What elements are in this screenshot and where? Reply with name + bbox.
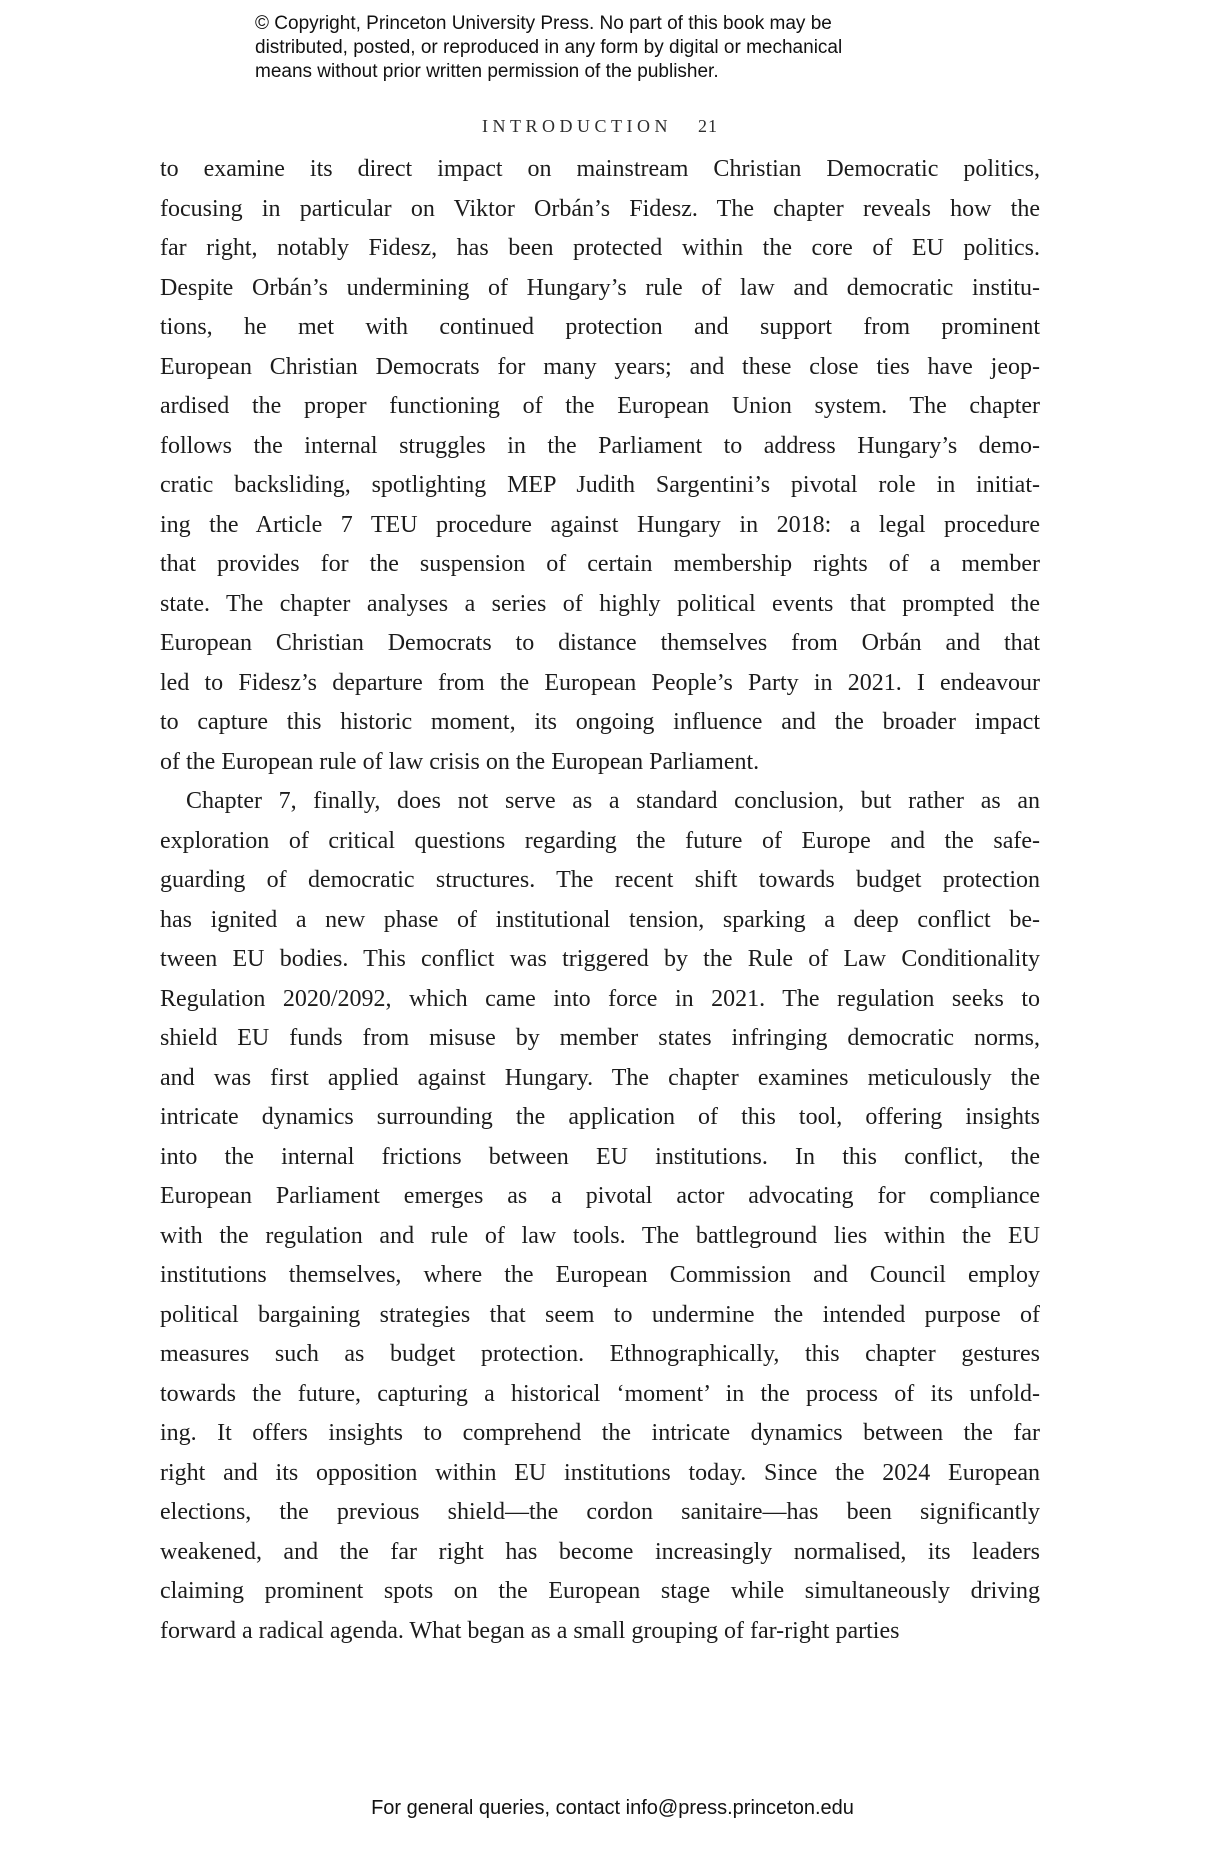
body-line: intricate dynamics surrounding the application of this tool, offering insights (160, 1104, 1040, 1130)
body-line: elections, the previous shield—the cordon sanitaire—has been significantly (160, 1499, 1040, 1525)
copyright-line: means without prior written permission of the publisher. (255, 61, 719, 82)
footer-queries-note: For general queries, contact info@press.princeton.edu (371, 1797, 854, 1819)
body-line: Regulation 2020/2092, which came into force in 2021. The regulation seeks to (160, 985, 1040, 1012)
body-line: forward a radical agenda. What began as a small grouping of far-right parties (160, 1617, 900, 1644)
body-line: has ignited a new phase of institutional tension, sparking a deep conflict be- (160, 906, 1040, 933)
body-line: European Christian Democrats to distance themselves from Orbán and that (160, 630, 1040, 656)
body-line: focusing in particular on Viktor Orbán’s Fidesz. The chapter reveals how the (160, 195, 1040, 222)
running-head-title: INTRODUCTION (482, 116, 672, 136)
body-line: follows the internal struggles in the Parliament to address Hungary’s demo- (160, 432, 1040, 459)
body-line: ing. It offers insights to comprehend the intricate dynamics between the far (160, 1420, 1040, 1446)
body-line: tions, he met with continued protection and support from prominent (160, 314, 1040, 340)
body-line: European Christian Democrats for many years; and these close ties have jeop- (160, 353, 1040, 380)
body-line: ardised the proper functioning of the European Union system. The chapter (160, 393, 1040, 419)
body-line: tween EU bodies. This conflict was triggered by the Rule of Law Conditionality (160, 946, 1040, 972)
body-line: guarding of democratic structures. The recent shift towards budget protection (160, 867, 1040, 893)
body-line: to capture this historic moment, its ongoing influence and the broader impact (160, 709, 1040, 735)
body-line: with the regulation and rule of law tools. The battleground lies within the EU (160, 1222, 1040, 1249)
body-line: state. The chapter analyses a series of highly political events that prompted the (160, 590, 1040, 617)
body-line: led to Fidesz’s departure from the European People’s Party in 2021. I endeavour (160, 669, 1040, 696)
page-number: 21 (697, 116, 718, 136)
body-line: claiming prominent spots on the European stage while simultaneously driving (160, 1578, 1040, 1604)
paragraph (160, 150, 1040, 782)
body-line: measures such as budget protection. Ethnographically, this chapter gestures (160, 1341, 1040, 1367)
body-line: towards the future, capturing a historical ‘moment’ in the process of its unfold- (160, 1380, 1040, 1407)
body-text (160, 150, 1040, 1651)
body-line: ing the Article 7 TEU procedure against Hungary in 2018: a legal procedure (160, 511, 1040, 538)
body-line: weakened, and the far right has become increasingly normalised, its leaders (160, 1538, 1040, 1565)
body-line: that provides for the suspension of certain membership rights of a member (160, 551, 1040, 577)
body-line: and was first applied against Hungary. The chapter examines meticulously the (160, 1064, 1040, 1091)
body-line: to examine its direct impact on mainstream Christian Democratic politics, (160, 156, 1040, 182)
body-line: Despite Orbán’s undermining of Hungary’s rule of law and democratic institu- (160, 274, 1040, 301)
copyright-notice (255, 12, 842, 84)
body-line: political bargaining strategies that seem to undermine the intended purpose of (160, 1301, 1040, 1328)
body-line: institutions themselves, where the European Commission and Council employ (160, 1262, 1040, 1288)
body-line: Chapter 7, finally, does not serve as a standard conclusion, but rather as an (186, 788, 1040, 814)
body-line: shield EU funds from misuse by member states infringing democratic norms, (160, 1025, 1040, 1051)
body-line: of the European rule of law crisis on the European Parliament. (160, 748, 760, 775)
body-line: far right, notably Fidesz, has been protected within the core of EU politics. (160, 235, 1040, 261)
copyright-line: © Copyright, Princeton University Press. No part of this book may be (255, 13, 832, 34)
body-line: right and its opposition within EU institutions today. Since the 2024 European (160, 1459, 1040, 1486)
copyright-line: distributed, posted, or reproduced in any form by digital or mechanical (255, 37, 843, 58)
paragraph (160, 782, 1040, 1651)
running-head (160, 116, 1040, 137)
body-line: cratic backsliding, spotlighting MEP Judith Sargentini’s pivotal role in initiat- (160, 472, 1040, 498)
body-line: European Parliament emerges as a pivotal actor advocating for compliance (160, 1183, 1040, 1209)
body-line: into the internal frictions between EU institutions. In this conflict, the (160, 1143, 1040, 1170)
body-line: exploration of critical questions regarding the future of Europe and the safe- (160, 827, 1040, 854)
